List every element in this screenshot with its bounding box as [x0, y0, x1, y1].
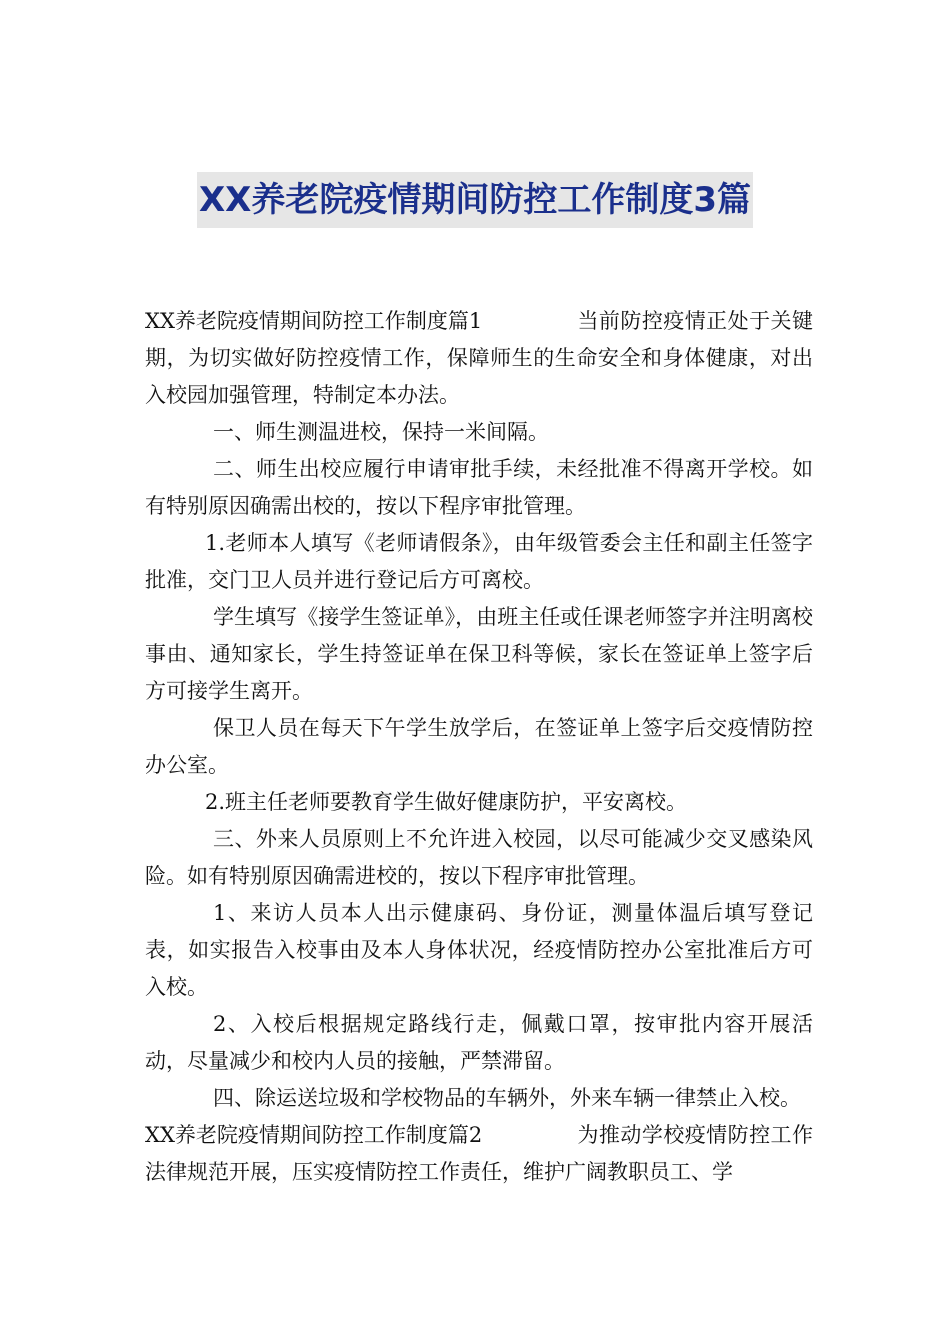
paragraph: 2.班主任老师要教育学生做好健康防护，平安离校。	[205, 790, 688, 814]
paragraph: 二、师生出校应履行申请审批手续，未经批准不得离开学校。如有特别原因确需出校的，按以下程序审批管理。	[145, 457, 813, 518]
document-body	[145, 303, 813, 1191]
section-2-paragraph	[145, 1117, 813, 1191]
paragraph: 1.老师本人填写《老师请假条》，由年级管委会主任和副主任签字批准，交门卫人员并进行登记后方可离校。	[145, 531, 813, 592]
section-1-heading: XX养老院疫情期间防控工作制度篇1	[145, 309, 483, 333]
paragraph: 一、师生测温进校，保持一米间隔。	[213, 420, 549, 444]
paragraph: 四、除运送垃圾和学校物品的车辆外，外来车辆一律禁止入校。	[213, 1086, 801, 1110]
document-title: XX养老院疫情期间防控工作制度3篇	[197, 172, 753, 228]
paragraph: 1、来访人员本人出示健康码、身份证，测量体温后填写登记表，如实报告入校事由及本人身体状况，经疫情防控办公室批准后方可入校。	[145, 901, 813, 999]
paragraph: 学生填写《接学生签证单》，由班主任或任课老师签字并注明离校事由、通知家长，学生持签证单在保卫科等候，家长在签证单上签字后方可接学生离开。	[145, 605, 813, 703]
section-1-paragraph	[145, 303, 813, 414]
section-2-intro: 为推动学校疫情防控工作法律规范开展，压实疫情防控工作责任，维护广阔教职员工、学	[145, 1123, 813, 1184]
paragraph: 2、入校后根据规定路线行走，佩戴口罩，按审批内容开展活动，尽量减少和校内人员的接触，严禁滞留。	[145, 1012, 813, 1073]
paragraph: 三、外来人员原则上不允许进入校园，以尽可能减少交叉感染风险。如有特别原因确需进校的，按以下程序审批管理。	[145, 827, 813, 888]
section-2-heading: XX养老院疫情期间防控工作制度篇2	[145, 1123, 483, 1147]
document-title-block	[0, 172, 950, 228]
section-1-intro: 当前防控疫情正处于关键期，为切实做好防控疫情工作，保障师生的生命安全和身体健康，对出入校园加强管理，特制定本办法。	[145, 309, 813, 407]
paragraph: 保卫人员在每天下午学生放学后，在签证单上签字后交疫情防控办公室。	[145, 716, 813, 777]
